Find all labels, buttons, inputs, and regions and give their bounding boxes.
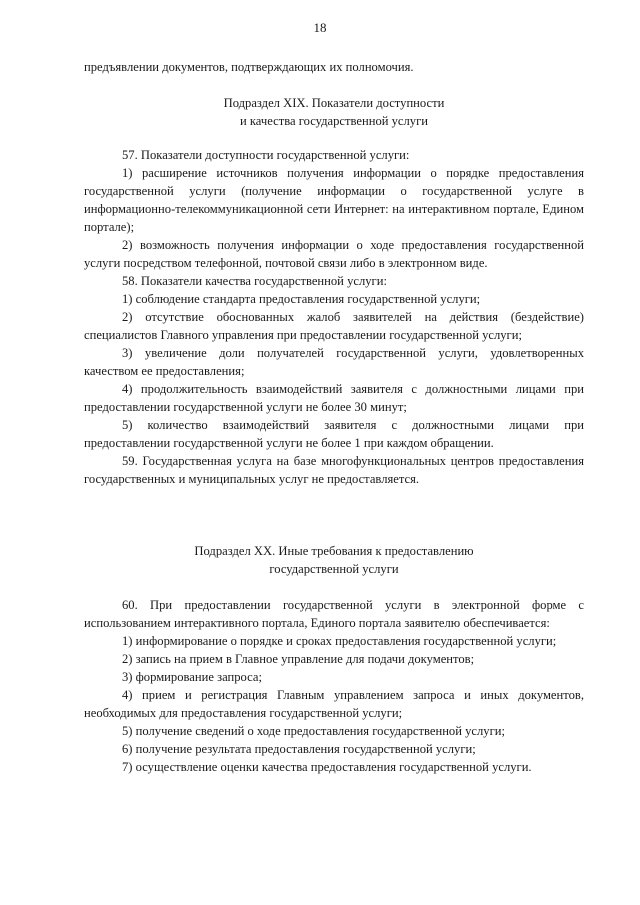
paragraph-58: 58. Показатели качества государственной услуги: (122, 274, 387, 288)
paragraph-58-item-1: 1) соблюдение стандарта предоставления государственной услуги; (122, 292, 481, 306)
paragraph-60-item-6: 6) получение результата предоставления государственной услуги; (122, 742, 476, 756)
paragraph-58-item-4: 4) продолжительность взаимодействий заявителя с должностными лицами при предоставлении государственной услуги не более 30 минут; (84, 382, 584, 414)
paragraph-60: 60. При предоставлении государственной услуги в электронной форме с использованием интерактивного портала, Единого портала заявителю обеспечивается: (84, 598, 584, 630)
subsection-19-heading (84, 94, 584, 130)
paragraph-60-item-3: 3) формирование запроса; (122, 670, 262, 684)
subsection-20-body (84, 596, 584, 776)
subsection-20-heading-line1: Подраздел XX. Иные требования к предоставлению (194, 544, 474, 558)
paragraph-58-item-5: 5) количество взаимодействий заявителя с должностными лицами при предоставлении государственной услуги не более 1 при каждом обращении. (84, 418, 584, 450)
paragraph-60-item-2: 2) запись на прием в Главное управление для подачи документов; (122, 652, 475, 666)
page-number: 18 (313, 20, 327, 35)
subsection-20-heading (84, 542, 584, 578)
paragraph-60-item-5: 5) получение сведений о ходе предоставления государственной услуги; (122, 724, 505, 738)
paragraph-57-item-2: 2) возможность получения информации о ходе предоставления государственной услуги посредством телефонной, почтовой связи либо в электронном виде. (84, 238, 584, 270)
paragraph-58-item-3: 3) увеличение доли получателей государственной услуги, удовлетворенных качеством ее предоставления; (84, 346, 584, 378)
continuation-paragraph: предъявлении документов, подтверждающих их полномочия. (84, 60, 414, 74)
subsection-20-heading-line2: государственной услуги (269, 562, 399, 576)
paragraph-60-item-4: 4) прием и регистрация Главным управлением запроса и иных документов, необходимых для предоставления государственной услуги; (84, 688, 584, 720)
paragraph-60-item-7: 7) осуществление оценки качества предоставления государственной услуги. (122, 760, 532, 774)
subsection-19-heading-line1: Подраздел XIX. Показатели доступности (223, 96, 445, 110)
paragraph-57: 57. Показатели доступности государственной услуги: (122, 148, 410, 162)
paragraph-60-item-1: 1) информирование о порядке и сроках предоставления государственной услуги; (122, 634, 557, 648)
continuation-text (84, 58, 584, 76)
paragraph-58-item-2: 2) отсутствие обоснованных жалоб заявителей на действия (бездействие) специалистов Главного управления при предоставлении государственной услуги; (84, 310, 584, 342)
subsection-19-body (84, 146, 584, 488)
paragraph-57-item-1: 1) расширение источников получения информации о порядке предоставления государственной услуги (получение информации о государственной услуге в информационно-телекоммуникационной сети Интернет: на интерактивном портале, Едином портале); (84, 166, 584, 234)
subsection-19-heading-line2: и качества государственной услуги (239, 114, 429, 128)
paragraph-59: 59. Государственная услуга на базе многофункциональных центров предоставления государственных и муниципальных услуг не предоставляется. (84, 454, 584, 486)
